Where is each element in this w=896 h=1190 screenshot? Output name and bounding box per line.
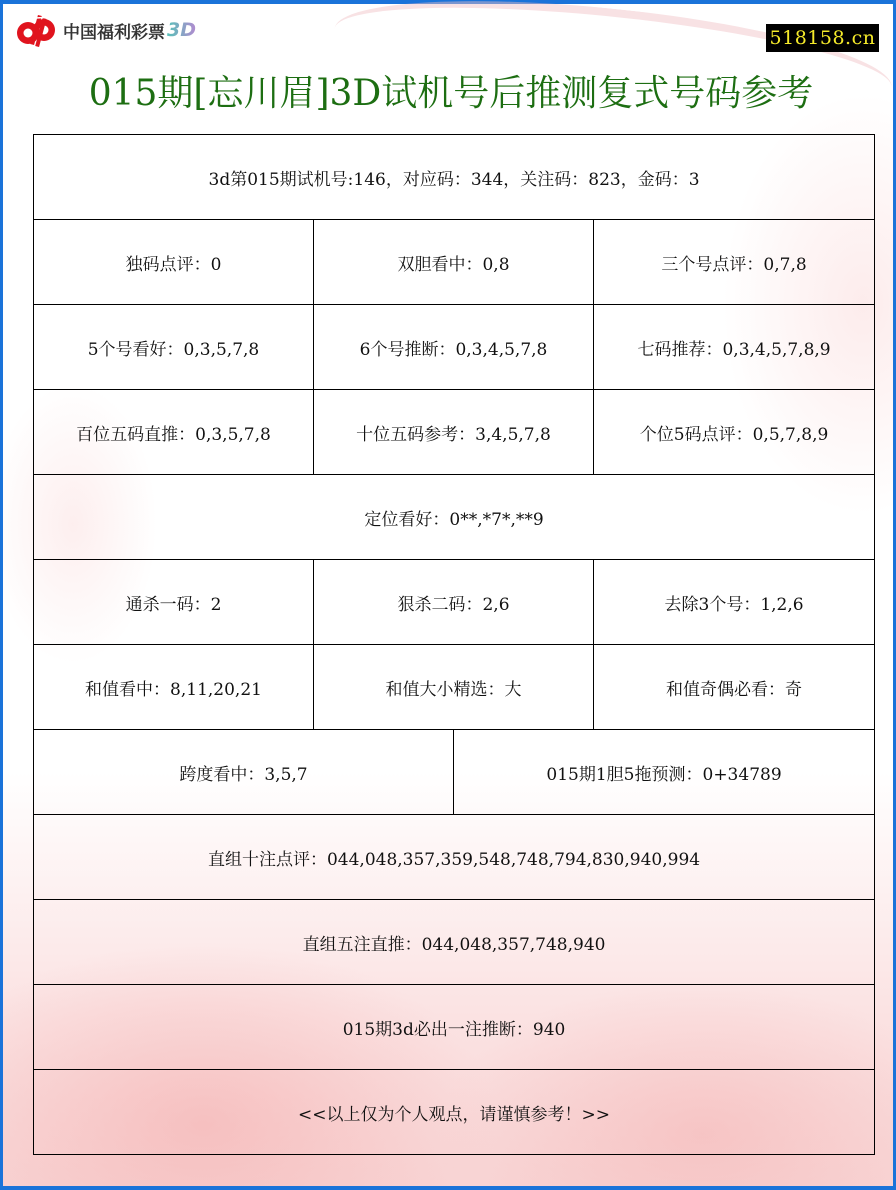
site-badge: 518158.cn [766, 24, 879, 52]
table-row [34, 560, 875, 645]
six-number-cell: 6个号推断：0,3,4,5,7,8 [314, 305, 594, 390]
table-row [34, 900, 875, 985]
sum-parity-cell: 和值奇偶必看：奇 [594, 645, 875, 730]
ten-bets-cell: 直组十注点评：044,048,357,359,548,748,794,830,940,994 [34, 815, 875, 900]
seven-code-cell: 七码推荐：0,3,4,5,7,8,9 [594, 305, 875, 390]
single-code-cell: 独码点评：0 [34, 220, 314, 305]
three-number-cell: 三个号点评：0,7,8 [594, 220, 875, 305]
must-bet-cell: 015期3d必出一注推断：940 [34, 985, 875, 1070]
sum-size-cell: 和值大小精选：大 [314, 645, 594, 730]
logo-text: 中国福利彩票 [63, 22, 165, 43]
bile-drag-cell: 015期1胆5拖预测：0+34789 [454, 730, 875, 815]
table-row [34, 390, 875, 475]
hundreds-cell: 百位五码直推：0,3,5,7,8 [34, 390, 314, 475]
table-row [34, 645, 875, 730]
table-row [34, 135, 875, 220]
prediction-table [33, 134, 875, 1155]
five-bets-cell: 直组五注直推：044,048,357,748,940 [34, 900, 875, 985]
disclaimer-cell: <<以上仅为个人观点，请谨慎参考！>> [34, 1070, 875, 1155]
table-row [34, 985, 875, 1070]
table-row [34, 220, 875, 305]
remove-three-cell: 去除3个号：1,2,6 [594, 560, 875, 645]
sum-value-cell: 和值看中：8,11,20,21 [34, 645, 314, 730]
kill-two-cell: 狠杀二码：2,6 [314, 560, 594, 645]
test-number-cell: 3d第015期试机号:146，对应码：344，关注码：823，金码：3 [34, 135, 875, 220]
lottery-logo-icon [15, 13, 57, 47]
position-cell: 定位看好：0**,*7*,**9 [34, 475, 875, 560]
table-row [34, 305, 875, 390]
span-cell: 跨度看中：3,5,7 [34, 730, 454, 815]
tens-cell: 十位五码参考：3,4,5,7,8 [314, 390, 594, 475]
five-number-cell: 5个号看好：0,3,5,7,8 [34, 305, 314, 390]
table-row [34, 1070, 875, 1155]
double-bile-cell: 双胆看中：0,8 [314, 220, 594, 305]
units-cell: 个位5码点评：0,5,7,8,9 [594, 390, 875, 475]
welfare-lottery-logo [15, 13, 196, 47]
table-row [34, 475, 875, 560]
page-title: 015期[忘川眉]3D试机号后推测复式号码参考 [88, 73, 814, 114]
table-row [34, 815, 875, 900]
logo-3d-text: 3D [167, 19, 196, 41]
table-row [34, 730, 875, 815]
kill-one-cell: 通杀一码：2 [34, 560, 314, 645]
